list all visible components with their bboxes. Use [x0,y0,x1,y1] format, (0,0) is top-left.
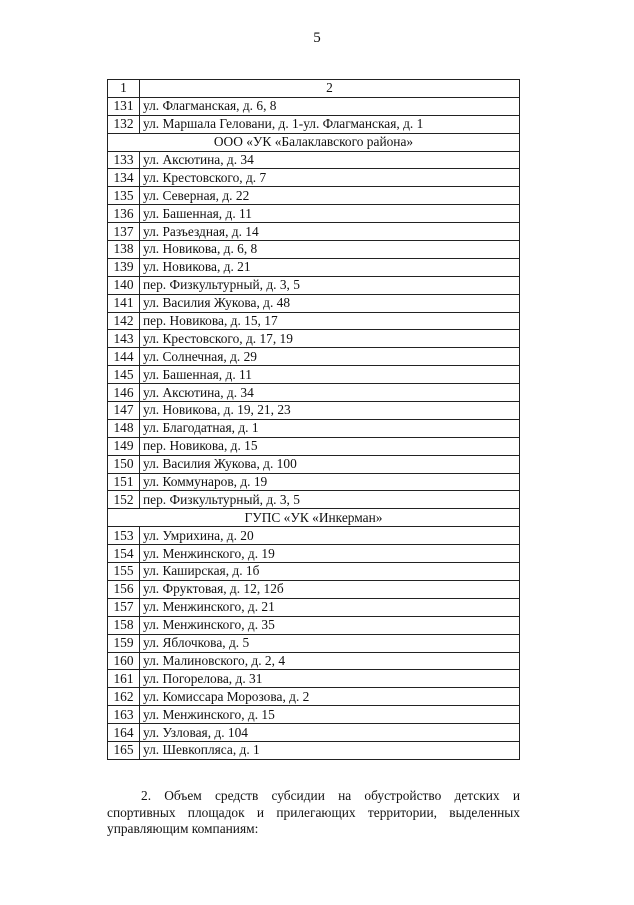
column-header-address: 2 [140,80,520,98]
table-row [108,437,520,455]
table-row [108,187,520,205]
table-row [108,741,520,759]
row-number: 161 [108,670,140,688]
section-title: ГУПС «УК «Инкерман» [108,509,520,527]
row-address: ул. Коммунаров, д. 19 [140,473,520,491]
row-address: ул. Комиссара Морозова, д. 2 [140,688,520,706]
row-number: 140 [108,276,140,294]
row-number: 162 [108,688,140,706]
paragraph-text: 2. Объем средств субсидии на обустройство детских и спортивных площадок и прилегающих территории, выделенных управляющим компаниям: [107,788,520,836]
table-row [108,151,520,169]
row-number: 143 [108,330,140,348]
table-row [108,527,520,545]
row-number: 134 [108,169,140,187]
table-row [108,366,520,384]
table-row [108,563,520,581]
table-section-row [108,133,520,151]
row-number: 148 [108,419,140,437]
row-address: ул. Благодатная, д. 1 [140,419,520,437]
subsidy-paragraph [107,788,520,838]
row-number: 163 [108,706,140,724]
row-address: пер. Новикова, д. 15, 17 [140,312,520,330]
row-address: ул. Малиновского, д. 2, 4 [140,652,520,670]
table-row [108,652,520,670]
row-number: 153 [108,527,140,545]
table-row [108,455,520,473]
row-address: ул. Маршала Геловани, д. 1-ул. Флагманская, д. 1 [140,115,520,133]
table-row [108,276,520,294]
row-address: ул. Аксютина, д. 34 [140,384,520,402]
row-address: ул. Василия Жукова, д. 48 [140,294,520,312]
row-number: 164 [108,724,140,742]
row-number: 151 [108,473,140,491]
table-row [108,312,520,330]
row-address: ул. Менжинского, д. 15 [140,706,520,724]
row-number: 156 [108,580,140,598]
table-row [108,258,520,276]
page-number: 5 [313,30,321,46]
row-address: ул. Яблочкова, д. 5 [140,634,520,652]
row-address: ул. Новикова, д. 21 [140,258,520,276]
column-header-number: 1 [108,80,140,98]
row-number: 136 [108,205,140,223]
table-row [108,616,520,634]
row-number: 157 [108,598,140,616]
table-row [108,670,520,688]
row-address: ул. Башенная, д. 11 [140,366,520,384]
row-number: 146 [108,384,140,402]
row-number: 155 [108,563,140,581]
table-row [108,598,520,616]
row-number: 132 [108,115,140,133]
row-number: 159 [108,634,140,652]
table-header-row [108,80,520,98]
row-number: 154 [108,545,140,563]
table-row [108,115,520,133]
table-row [108,724,520,742]
row-address: ул. Фруктовая, д. 12, 12б [140,580,520,598]
row-number: 147 [108,402,140,420]
row-address: ул. Умрихина, д. 20 [140,527,520,545]
row-number: 135 [108,187,140,205]
row-address: ул. Погорелова, д. 31 [140,670,520,688]
row-address: пер. Физкультурный, д. 3, 5 [140,491,520,509]
row-number: 131 [108,97,140,115]
table-row [108,545,520,563]
table-row [108,384,520,402]
row-address: ул. Василия Жукова, д. 100 [140,455,520,473]
row-number: 145 [108,366,140,384]
table-row [108,205,520,223]
row-address: ул. Узловая, д. 104 [140,724,520,742]
table-section-row [108,509,520,527]
row-address: ул. Северная, д. 22 [140,187,520,205]
table-row [108,169,520,187]
row-address: ул. Менжинского, д. 21 [140,598,520,616]
table-row [108,419,520,437]
table-row [108,294,520,312]
row-address: ул. Менжинского, д. 35 [140,616,520,634]
row-address: ул. Аксютина, д. 34 [140,151,520,169]
row-number: 149 [108,437,140,455]
section-title: ООО «УК «Балаклавского района» [108,133,520,151]
row-address: ул. Новикова, д. 19, 21, 23 [140,402,520,420]
table-row [108,580,520,598]
table-row [108,241,520,259]
row-address: ул. Разъездная, д. 14 [140,223,520,241]
row-number: 158 [108,616,140,634]
row-address: ул. Каширская, д. 1б [140,563,520,581]
table-row [108,330,520,348]
row-number: 165 [108,741,140,759]
table-row [108,634,520,652]
row-number: 139 [108,258,140,276]
address-table [107,79,520,760]
row-number: 141 [108,294,140,312]
row-number: 160 [108,652,140,670]
table-row [108,348,520,366]
table-row [108,491,520,509]
table-row [108,223,520,241]
row-address: ул. Менжинского, д. 19 [140,545,520,563]
row-address: ул. Шевкопляса, д. 1 [140,741,520,759]
table-row [108,97,520,115]
row-number: 150 [108,455,140,473]
row-number: 138 [108,241,140,259]
table-row [108,706,520,724]
table-row [108,473,520,491]
row-address: ул. Новикова, д. 6, 8 [140,241,520,259]
row-address: ул. Башенная, д. 11 [140,205,520,223]
row-number: 142 [108,312,140,330]
row-number: 137 [108,223,140,241]
row-number: 144 [108,348,140,366]
row-address: пер. Новикова, д. 15 [140,437,520,455]
row-number: 152 [108,491,140,509]
table-row [108,688,520,706]
row-address: пер. Физкультурный, д. 3, 5 [140,276,520,294]
row-address: ул. Крестовского, д. 17, 19 [140,330,520,348]
row-number: 133 [108,151,140,169]
row-address: ул. Крестовского, д. 7 [140,169,520,187]
row-address: ул. Солнечная, д. 29 [140,348,520,366]
table-row [108,402,520,420]
row-address: ул. Флагманская, д. 6, 8 [140,97,520,115]
